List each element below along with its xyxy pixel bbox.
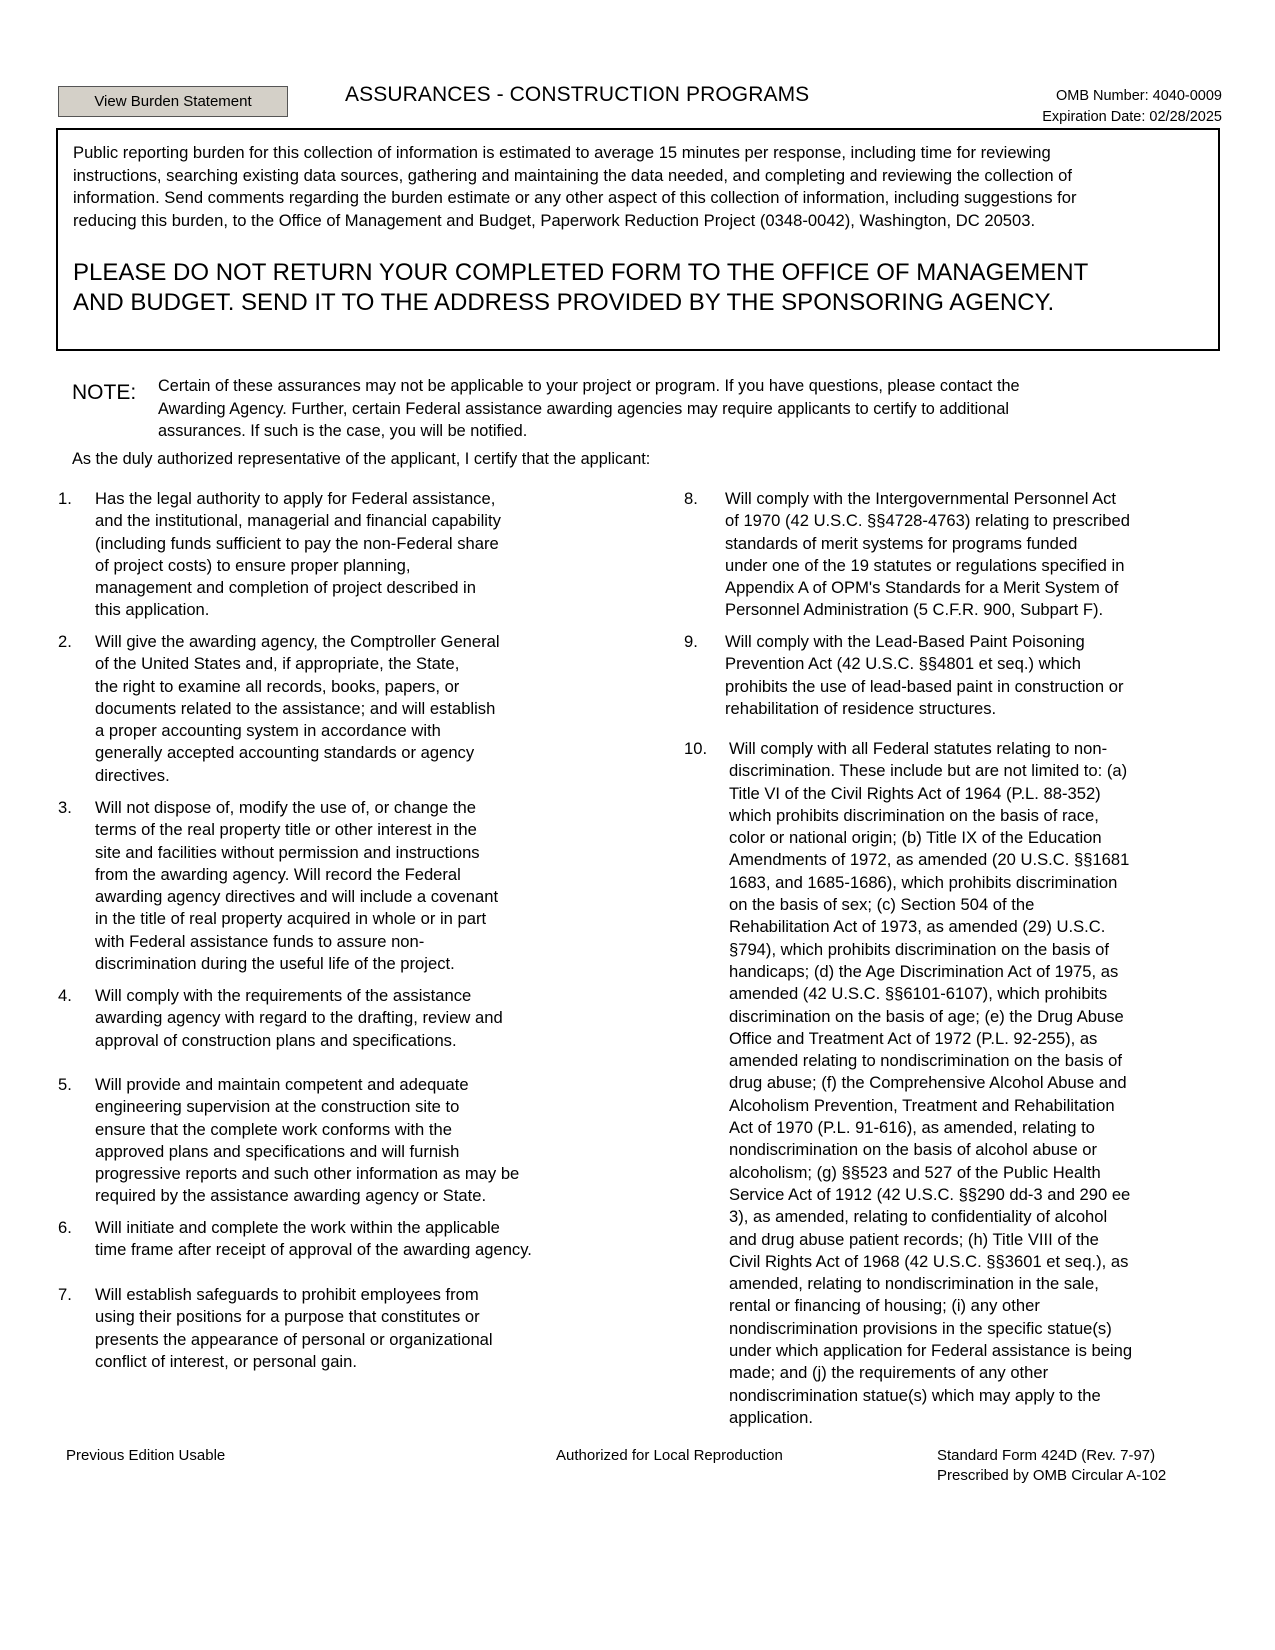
assurance-line: 1683, and 1685-1686), which prohibits discrimination: [729, 872, 1118, 892]
assurance-line: directives.: [95, 765, 170, 785]
assurance-line: Will comply with the requirements of the assistance: [95, 986, 472, 1005]
assurance-line: approved plans and specifications and will furnish: [95, 1141, 460, 1161]
omb-info: [1042, 86, 1222, 128]
assurance-line: the right to examine all records, books, papers, or: [95, 676, 460, 696]
assurance-line: from the awarding agency. Will record the Federal: [95, 864, 461, 884]
assurance-line: documents related to the assistance; and will establish: [95, 698, 496, 718]
assurance-line: nondiscrimination on the basis of alcohol abuse or: [729, 1140, 1098, 1160]
assurance-number: 8.: [684, 489, 698, 508]
warning-line: PLEASE DO NOT RETURN YOUR COMPLETED FORM TO THE OFFICE OF MANAGEMENT: [73, 259, 1089, 286]
assurance-line: rental or financing of housing; (i) any other: [729, 1296, 1040, 1316]
assurance-line: application.: [729, 1407, 813, 1427]
assurance-number: 1.: [58, 489, 72, 508]
assurance-line: approval of construction plans and specifications.: [95, 1030, 457, 1050]
burden-line: Public reporting burden for this collection of information is estimated to average 15 minutes per response, including time for reviewing: [73, 143, 1051, 162]
assurance-line: Act of 1970 (P.L. 91-616), as amended, relating to: [729, 1118, 1095, 1138]
assurance-line: discrimination on the basis of age; (e) the Drug Abuse: [729, 1006, 1124, 1026]
assurance-line: Will comply with all Federal statutes relating to non-: [729, 739, 1108, 758]
assurance-line: Will initiate and complete the work within the applicable: [95, 1218, 500, 1237]
assurance-number: 9.: [684, 632, 698, 651]
assurance-line: Amendments of 1972, as amended (20 U.S.C. §§1681: [729, 850, 1130, 870]
assurance-text: [95, 1284, 635, 1373]
assurance-line: on the basis of sex; (c) Section 504 of the: [729, 895, 1035, 915]
assurance-line: Will provide and maintain competent and adequate: [95, 1075, 469, 1094]
assurance-line: of the United States and, if appropriate, the State,: [95, 654, 460, 674]
assurance-line: handicaps; (d) the Age Discrimination Act of 1975, as: [729, 961, 1119, 981]
assurance-line: progressive reports and such other information as may be: [95, 1164, 520, 1184]
assurance-line: nondiscrimination provisions in the specific statue(s): [729, 1318, 1112, 1338]
assurance-line: a proper accounting system in accordance with: [95, 721, 441, 741]
burden-line: reducing this burden, to the Office of Management and Budget, Paperwork Reduction Project (0348-0042), Washington, DC 20503.: [73, 210, 1036, 230]
assurance-line: rehabilitation of residence structures.: [725, 698, 997, 718]
assurance-line: Will comply with the Intergovernmental Personnel Act: [725, 489, 1117, 508]
assurance-line: using their positions for a purpose that constitutes or: [95, 1307, 480, 1327]
form-title: ASSURANCES - CONSTRUCTION PROGRAMS: [345, 83, 810, 106]
assurance-text: [95, 488, 635, 622]
assurance-line: Civil Rights Act of 1968 (42 U.S.C. §§3601 et seq.), as: [729, 1251, 1129, 1271]
assurance-line: made; and (j) the requirements of any other: [729, 1363, 1049, 1383]
assurance-line: in the title of real property acquired in whole or in part: [95, 909, 487, 929]
omb-number: OMB Number: 4040-0009: [1055, 88, 1222, 104]
assurance-line: generally accepted accounting standards or agency: [95, 743, 475, 763]
view-burden-statement-button[interactable]: [58, 86, 288, 117]
assurance-line: Rehabilitation Act of 1973, as amended (29) U.S.C.: [729, 917, 1106, 937]
assurance-text: [95, 1074, 635, 1208]
assurance-line: discrimination during the useful life of the project.: [95, 954, 455, 974]
assurance-line: conflict of interest, or personal gain.: [95, 1351, 357, 1371]
assurance-line: and drug abuse patient records; (h) Title VIII of the: [729, 1229, 1099, 1249]
assurance-number: 10.: [684, 739, 708, 758]
assurance-line: (including funds sufficient to pay the non-Federal share: [95, 533, 499, 553]
assurance-line: §794), which prohibits discrimination on the basis of: [729, 939, 1110, 959]
assurance-line: drug abuse; (f) the Comprehensive Alcohol Abuse and: [729, 1073, 1127, 1093]
assurance-line: discrimination. These include but are not limited to: (a): [729, 761, 1128, 781]
assurance-line: Personnel Administration (5 C.F.R. 900, Subpart F).: [725, 600, 1104, 620]
assurance-number: 4.: [58, 986, 72, 1005]
assurance-line: awarding agency directives and will include a covenant: [95, 887, 499, 907]
expiration-date: Expiration Date: 02/28/2025: [1042, 109, 1222, 125]
assurance-line: alcoholism; (g) §§523 and 527 of the Public Health: [729, 1162, 1101, 1182]
assurance-line: with Federal assistance funds to assure non-: [95, 931, 425, 951]
assurance-line: of project costs) to ensure proper planning,: [95, 555, 411, 575]
burden-line: information. Send comments regarding the burden estimate or any other aspect of this collection of information, including suggestions for: [73, 188, 1077, 207]
note-line: Awarding Agency. Further, certain Federal assistance awarding agencies may require applicants to certify to additional: [158, 399, 1010, 418]
assurance-text: [95, 631, 635, 787]
footer-form-id: [937, 1446, 1166, 1486]
return-warning: [73, 258, 1203, 318]
view-burden-statement-label: View Burden Statement: [94, 93, 252, 110]
assurance-line: amended (42 U.S.C. §§6101-6107), which prohibits: [729, 984, 1108, 1004]
footer-authorized-reproduction: Authorized for Local Reproduction: [556, 1447, 783, 1464]
assurance-line: under one of the 19 statutes or regulations specified in: [725, 555, 1125, 575]
assurance-number: 2.: [58, 632, 72, 651]
assurance-line: Has the legal authority to apply for Federal assistance,: [95, 489, 496, 508]
assurance-text: [725, 488, 1265, 622]
assurance-line: nondiscrimination statue(s) which may apply to the: [729, 1385, 1101, 1405]
assurance-line: awarding agency with regard to the drafting, review and: [95, 1008, 503, 1028]
warning-line: AND BUDGET. SEND IT TO THE ADDRESS PROVIDED BY THE SPONSORING AGENCY.: [73, 289, 1055, 316]
note-line: Certain of these assurances may not be applicable to your project or program. If you have questions, please contact the: [158, 377, 1020, 395]
assurance-number: 7.: [58, 1285, 72, 1304]
assurance-line: Alcoholism Prevention, Treatment and Rehabilitation: [729, 1095, 1115, 1115]
assurance-line: prohibits the use of lead-based paint in construction or: [725, 676, 1124, 696]
assurance-line: under which application for Federal assistance is being: [729, 1341, 1133, 1361]
note-text: [158, 375, 1158, 443]
assurance-text: [725, 631, 1265, 720]
assurance-line: Title VI of the Civil Rights Act of 1964 (P.L. 88-352): [729, 783, 1101, 803]
assurance-line: Will not dispose of, modify the use of, or change the: [95, 798, 476, 817]
assurance-line: Appendix A of OPM's Standards for a Merit System of: [725, 578, 1119, 598]
assurance-line: Will give the awarding agency, the Comptroller General: [95, 632, 500, 651]
assurance-line: which prohibits discrimination on the basis of race,: [729, 805, 1099, 825]
assurance-line: site and facilities without permission and instructions: [95, 842, 480, 862]
note-line: assurances. If such is the case, you will be notified.: [158, 422, 528, 440]
assurance-line: color or national origin; (b) Title IX of the Education: [729, 828, 1102, 848]
assurance-number: 5.: [58, 1075, 72, 1094]
assurance-line: 3), as amended, relating to confidentiality of alcohol: [729, 1207, 1108, 1227]
assurance-line: management and completion of project described in: [95, 578, 476, 598]
assurance-line: required by the assistance awarding agency or State.: [95, 1186, 487, 1206]
assurance-line: Service Act of 1912 (42 U.S.C. §§290 dd-3 and 290 ee: [729, 1184, 1131, 1204]
assurance-line: terms of the real property title or other interest in the: [95, 820, 477, 840]
burden-statement-text: [73, 142, 1208, 232]
assurance-line: ensure that the complete work conforms with the: [95, 1119, 452, 1139]
assurance-line: Office and Treatment Act of 1972 (P.L. 92-255), as: [729, 1028, 1098, 1048]
assurance-number: 3.: [58, 798, 72, 817]
assurance-line: standards of merit systems for programs funded: [725, 533, 1078, 553]
assurance-line: Will establish safeguards to prohibit employees from: [95, 1285, 479, 1304]
assurance-line: amended, relating to nondiscrimination in the sale,: [729, 1274, 1099, 1294]
assurance-text: [95, 1217, 635, 1262]
assurance-line: presents the appearance of personal or organizational: [95, 1329, 493, 1349]
assurance-line: time frame after receipt of approval of the awarding agency.: [95, 1240, 532, 1260]
assurance-line: Will comply with the Lead-Based Paint Poisoning: [725, 632, 1085, 651]
assurance-line: engineering supervision at the construction site to: [95, 1097, 460, 1117]
assurance-line: of 1970 (42 U.S.C. §§4728-4763) relating to prescribed: [725, 511, 1130, 531]
footer-standard-form: Standard Form 424D (Rev. 7-97): [937, 1447, 1156, 1464]
note-label: NOTE:: [72, 381, 137, 404]
assurance-line: this application.: [95, 600, 210, 620]
assurance-number: 6.: [58, 1218, 72, 1237]
footer-previous-edition: Previous Edition Usable: [66, 1447, 226, 1464]
assurance-text: [95, 797, 635, 975]
assurance-line: and the institutional, managerial and financial capability: [95, 511, 501, 531]
burden-line: instructions, searching existing data sources, gathering and maintaining the data needed, and completing and reviewing the collection of: [73, 165, 1073, 185]
assurance-line: Prevention Act (42 U.S.C. §§4801 et seq.) which: [725, 654, 1082, 674]
assurance-line: amended relating to nondiscrimination on the basis of: [729, 1051, 1122, 1071]
assurance-text: [95, 985, 635, 1052]
footer-prescribed-by: Prescribed by OMB Circular A-102: [937, 1467, 1167, 1484]
assurance-text: [729, 738, 1269, 1429]
certify-statement: As the duly authorized representative of the applicant, I certify that the applicant:: [72, 450, 651, 468]
